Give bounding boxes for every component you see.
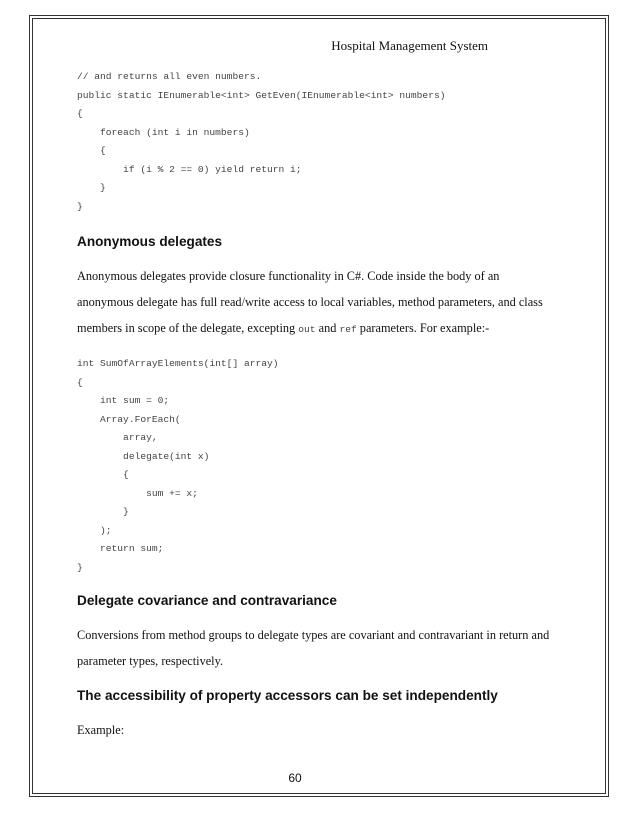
code-line: sum += x; bbox=[77, 487, 198, 499]
code-line: } bbox=[77, 182, 106, 193]
page-content bbox=[77, 68, 577, 743]
section-heading-anonymous-delegates: Anonymous delegates bbox=[77, 234, 223, 249]
code-line: return sum; bbox=[77, 543, 164, 554]
paragraph-line bbox=[77, 315, 577, 343]
code-line: { bbox=[77, 469, 129, 480]
text-run: and bbox=[315, 321, 340, 335]
code-line: { bbox=[77, 145, 106, 156]
code-line: if (i % 2 == 0) yield return i; bbox=[77, 163, 302, 175]
text-run: parameters. For example:- bbox=[356, 321, 490, 335]
paragraph-line: parameter types, respectively. bbox=[77, 654, 224, 668]
page-number: 60 bbox=[288, 771, 302, 785]
code-block-geteven bbox=[77, 68, 577, 216]
paragraph-example bbox=[77, 717, 577, 743]
paragraph-line: Anonymous delegates provide closure functionality in C#. Code inside the body of an bbox=[77, 269, 500, 283]
code-line: ); bbox=[77, 524, 112, 536]
code-line: foreach (int i in numbers) bbox=[77, 126, 250, 138]
running-header: Hospital Management System bbox=[331, 38, 488, 53]
paragraph-line: anonymous delegate has full read/write access to local variables, method parameters, and class bbox=[77, 295, 543, 309]
code-line: } bbox=[77, 506, 129, 517]
code-line: } bbox=[77, 200, 83, 212]
paragraph-anonymous-delegates bbox=[77, 263, 577, 343]
section-heading-property-accessors: The accessibility of property accessors can be set independently bbox=[77, 688, 498, 703]
paragraph-line: Conversions from method groups to delegate types are covariant and contravariant in return and bbox=[77, 628, 550, 642]
code-line: // and returns all even numbers. bbox=[77, 71, 262, 82]
code-line: delegate(int x) bbox=[77, 450, 210, 462]
inline-code-ref: ref bbox=[339, 324, 357, 335]
code-line: array, bbox=[77, 432, 158, 443]
text-run: members in scope of the delegate, excepting bbox=[77, 321, 299, 335]
code-line: int sum = 0; bbox=[77, 395, 170, 406]
code-line: int SumOfArrayElements(int[] array) bbox=[77, 358, 279, 369]
code-line: public static IEnumerable<int> GetEven(IEnumerable<int> numbers) bbox=[77, 89, 446, 101]
code-line: Array.ForEach( bbox=[77, 413, 181, 425]
code-line: { bbox=[77, 108, 83, 119]
section-heading-delegate-covariance: Delegate covariance and contravariance bbox=[77, 593, 337, 608]
paragraph-delegate-covariance bbox=[77, 622, 577, 674]
code-block-sumofarrayelements bbox=[77, 355, 577, 577]
code-line: { bbox=[77, 376, 83, 388]
inline-code-out: out bbox=[298, 324, 316, 335]
page-footer bbox=[0, 771, 638, 785]
paragraph-line: Example: bbox=[77, 723, 125, 737]
code-line: } bbox=[77, 561, 83, 573]
